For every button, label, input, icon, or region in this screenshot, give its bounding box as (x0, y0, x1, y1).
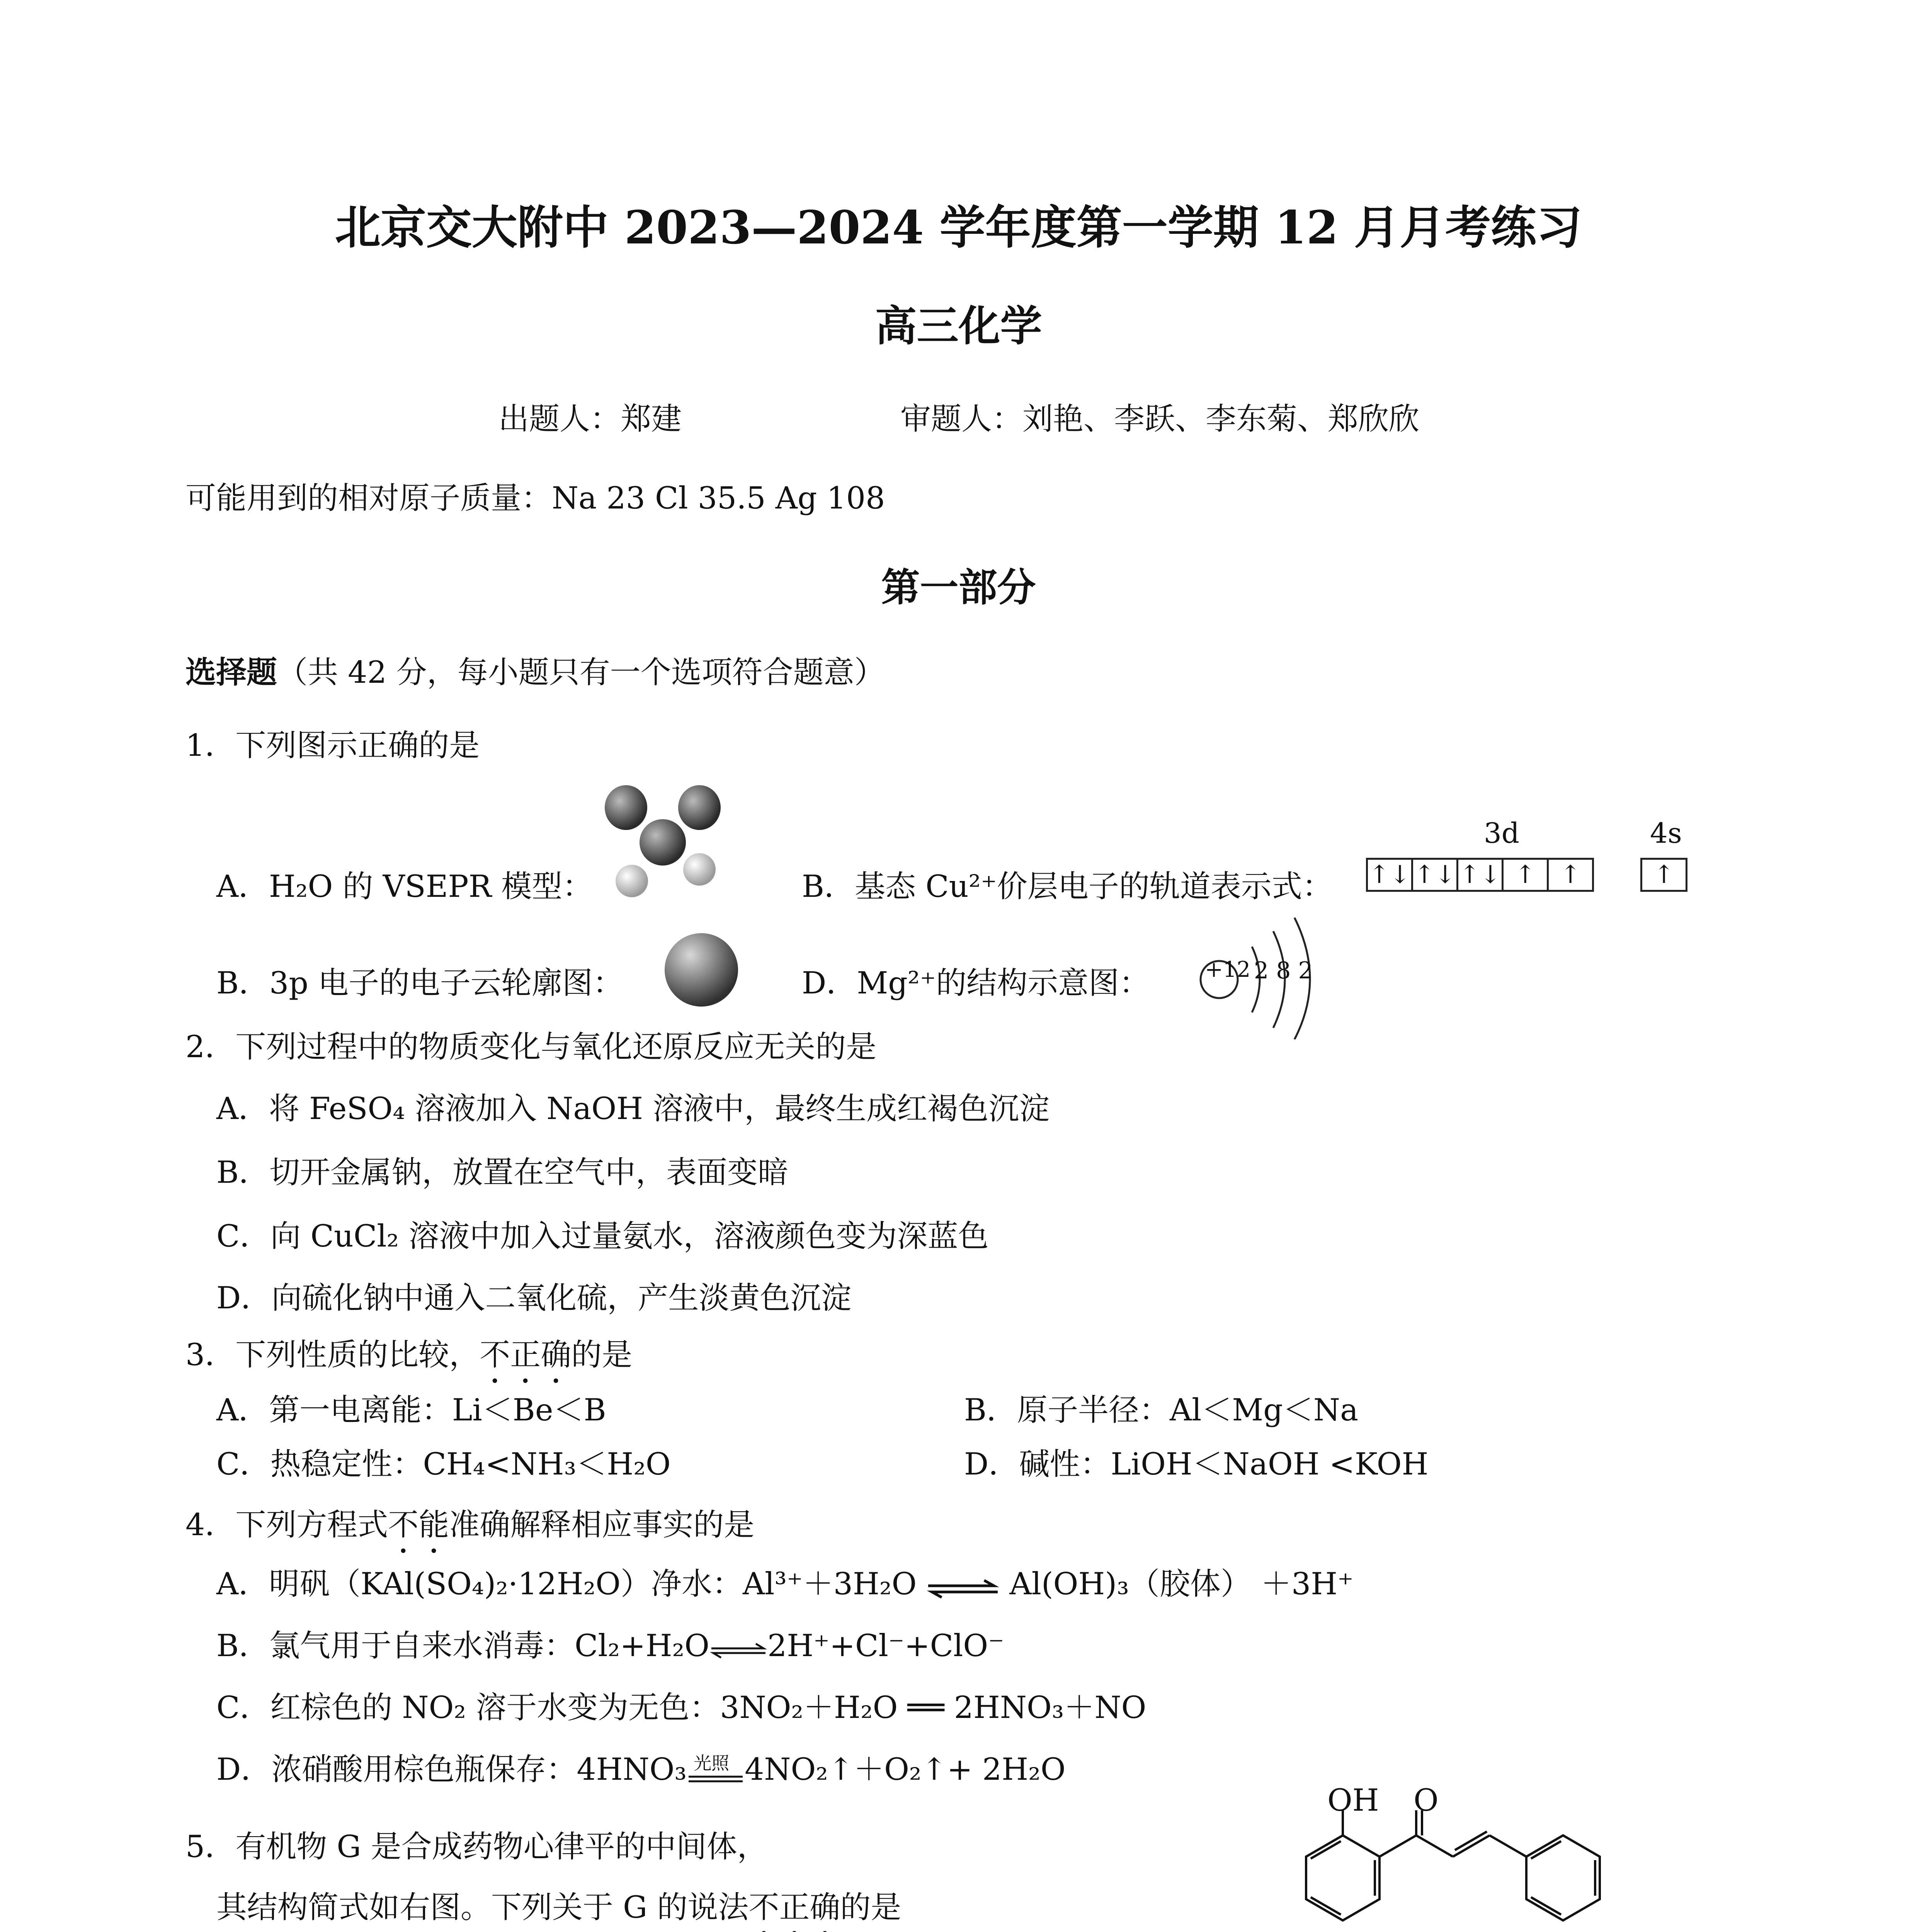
reaction-condition-arrow (687, 1752, 745, 1787)
instructions-text: （共 42 分，每小题只有一个选项符合题意） (277, 655, 885, 690)
q3-option-b: B．原子半径：Al＜Mg＜Na (964, 1392, 1359, 1428)
q4-stem (185, 1507, 754, 1560)
question-author: 出题人：郑建 (498, 401, 682, 437)
q4-stem-emphasis: 不能 (388, 1507, 449, 1543)
q5-stem-line1: 5．有机物 G 是合成药物心律平的中间体， (185, 1829, 768, 1864)
lone-pair-right (678, 785, 721, 830)
instructions-label: 选择题 (185, 654, 277, 690)
q1-option-b: B．基态 Cu²⁺价层电子的轨道表示式： (802, 869, 1333, 904)
q4-option-c: C．红棕色的 NO₂ 溶于水变为无色：3NO₂＋H₂O ══ 2HNO₃＋NO (216, 1690, 1146, 1725)
equilibrium-arrow (926, 1575, 1000, 1598)
q4-b-right: 2H⁺+Cl⁻+ClO⁻ (767, 1628, 1004, 1663)
q4-d-left: D．浓硝酸用棕色瓶保存：4HNO₃ (216, 1752, 687, 1787)
q2-option-d: D．向硫化钠中通入二氧化硫，产生淡黄色沉淀 (216, 1280, 852, 1316)
q4-a-left: A．明矾（KAl(SO₄)₂·12H₂O）净水：Al³⁺＋3H₂O (216, 1566, 917, 1602)
section-instructions (185, 654, 885, 690)
q3-stem-emphasis: 不正确 (480, 1337, 572, 1372)
q1-option-d: D．Mg²⁺的结构示意图： (802, 965, 1150, 1001)
electron-cloud-image (659, 927, 744, 1012)
phenol-ring (1306, 1835, 1379, 1920)
q3-option-a: A．第一电离能：Li＜Be＜B (216, 1392, 606, 1428)
orbital-3d-label: 3d (1484, 817, 1519, 849)
orbital-box: ↑ (1640, 858, 1687, 892)
q5-stem-line2 (216, 1889, 901, 1932)
hydroxyl-label: OH (1327, 1782, 1379, 1818)
orbital-box: ↑ (1547, 858, 1594, 892)
vsepr-model-image (595, 777, 734, 916)
phenyl-ring (1526, 1835, 1600, 1920)
q2-stem: 2．下列过程中的物质变化与氧化还原反应无关的是 (185, 1029, 877, 1065)
q3-option-c: C．热稳定性：CH₄<NH₃＜H₂O (216, 1446, 671, 1482)
q4-d-right: 4NO₂↑＋O₂↑+ 2H₂O (745, 1752, 1066, 1787)
q4-a-right: Al(OH)₃（胶体） ＋3H⁺ (1009, 1566, 1354, 1602)
q4-stem-post: 准确解释相应事实的是 (449, 1507, 755, 1543)
q5-stem-post: 的是 (840, 1889, 902, 1925)
q4-option-a (216, 1566, 1354, 1602)
carbonyl-oxygen-label: O (1414, 1782, 1439, 1818)
q2-option-b: B．切开金属钠，放置在空气中，表面变暗 (216, 1155, 789, 1190)
orbital-4s-label: 4s (1650, 817, 1682, 849)
page-title: 北京交大附中 2023—2024 学年度第一学期 12 月月考练习 (335, 201, 1582, 254)
q3-stem (185, 1337, 632, 1390)
q1-option-c: B．3p 电子的电子云轮廓图： (216, 965, 623, 1001)
oxygen-atom (640, 819, 686, 866)
lone-pair-left (605, 785, 647, 830)
q2-option-a: A．将 FeSO₄ 溶液加入 NaOH 溶液中，最终生成红褐色沉淀 (216, 1091, 1050, 1126)
hydrogen-atom-left (616, 865, 648, 897)
orbital-box: ↑↓ (1411, 858, 1458, 892)
q4-stem-pre: 4．下列方程式 (185, 1507, 388, 1543)
question-reviewers: 审题人：刘艳、李跃、李东菊、郑欣欣 (900, 401, 1419, 437)
q3-stem-pre: 3．下列性质的比较， (185, 1337, 480, 1372)
q5-stem-pre: 其结构简式如右图。下列关于 G 的说法 (216, 1889, 749, 1925)
section-title: 第一部分 (881, 565, 1036, 610)
orbital-4s-box (1642, 857, 1687, 892)
mg-nucleus-label: +12 (1205, 957, 1251, 982)
q4-b-left: B．氯气用于自来水消毒：Cl₂+H₂O (216, 1628, 709, 1663)
orbital-box: ↑↓ (1366, 858, 1413, 892)
page-subtitle: 高三化学 (875, 302, 1042, 350)
condition-label: 光照 (694, 1752, 730, 1774)
orbital-box: ↑ (1502, 858, 1549, 892)
q5-stem-emphasis: 不正确 (748, 1889, 840, 1925)
hydrogen-atom-right (683, 853, 716, 886)
q1-stem: 1．下列图示正确的是 (185, 728, 480, 763)
sphere-cloud (665, 933, 738, 1007)
q3-stem-post: 的是 (571, 1337, 633, 1372)
mg-shell-electrons: 2 8 2 (1254, 957, 1313, 984)
q2-option-c: C．向 CuCl₂ 溶液中加入过量氨水，溶液颜色变为深蓝色 (216, 1218, 989, 1254)
q1-option-a: A．H₂O 的 VSEPR 模型： (216, 869, 593, 904)
q4-option-d (216, 1754, 1066, 1787)
orbital-3d-boxes (1368, 857, 1594, 892)
q4-option-b (216, 1628, 1004, 1663)
atomic-masses: 可能用到的相对原子质量：Na 23 Cl 35.5 Ag 108 (185, 480, 885, 516)
orbital-box: ↑↓ (1456, 858, 1504, 892)
q3-option-d: D．碱性：LiOH＜NaOH <KOH (964, 1446, 1429, 1482)
equilibrium-arrow (709, 1637, 767, 1660)
